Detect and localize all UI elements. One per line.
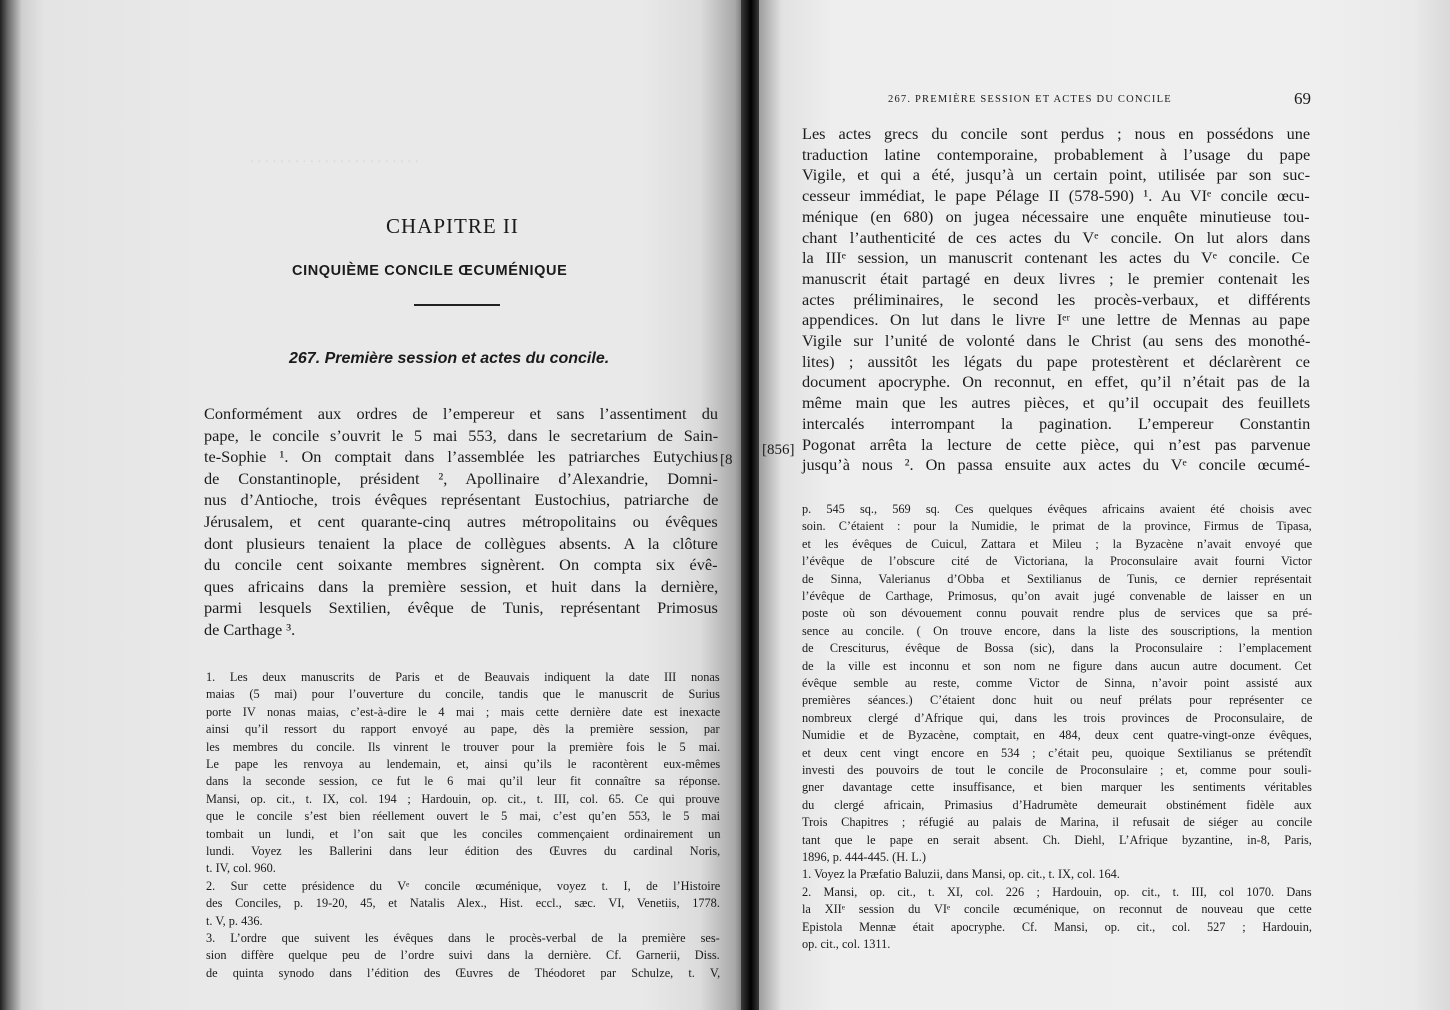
body-line: Vigile sur l’unité de volonté dans le Christ (au sens des monothé- <box>802 331 1311 350</box>
footnote-line: porte IV nonas maias, c’est-à-dire le 4 mai ; mais cette dernière date est inexacte <box>206 704 721 719</box>
body-line: ques africains dans la première session, et huit dans la dernière, <box>204 576 719 596</box>
body-line: chant l’authenticité de ces actes du Vᵉ concile. On lut alors dans <box>802 227 1311 247</box>
body-line: du concile cent soixante membres signèrent. On compta six évê- <box>204 555 718 575</box>
left-page: . . . . . . . . . . . . . . . . . . . . . . . CHAPITRE II CINQUIÈME CONCILE ŒCUMÉNIQUE 267. Première session et actes du concile. Conformément aux ordres de l’empereur et sans l’assentiment du pape, le concile s’ouvrit le 5 mai 553, dans le secretarium de Sain- te-Sophie ¹. On comptait dans l’assemblée les patriarches Eutychius de Constantinople, président ², Apollinaire d’Alexandrie, Domni- nus d’Antioche, trois évêques représentant Eustochius, patriarche de Jérusalem, et cent quarante-cinq autres métropolitains ou évêques dont plusieurs tenaient la place de collègues absents. A la clôture du concile cent soixante membres signèrent. On compta six évê- ques africains dans la première session, et huit dans la dernière, parmi lesquels Sextilien, évêque de Tunis, représentant Primosus de Carthage ³. 1. Les deux manuscrits de Paris et de Beauvais indiquent la date III nonas maias (5 mai) pour l’ouverture du concile, tandis que le manuscrit de Surius porte IV nonas maias, c’est-à-dire le 4 mai ; mais cette dernière date est inexacte ainsi qu’il ressort du rapport envoyé au pape, dès la première session, par les membres du concile. Ils vinrent le trouver pour la première fois le 5 mai. Le pape les renvoya au lendemain, et, ainsi qu’ils le racontèrent eux-mêmes dans la seconde session, ce fut le 6 mai qu’il leur fit connaître sa réponse. Mansi, op. cit., t. IX, col. 194 ; Hardouin, op. cit., t. III, col. 65. Ce qui prouve que le concile s’est bien réellement ouvert le 5 mai, c’est qu’en 553, le 5 mai tombait un lundi, et l’on sait que les conciles commençaient ordinairement un lundi. Voyez les Ballerini dans leur édition des Œuvres du cardinal Noris, t. IV, col. 960. 2. Sur cette présidence du Vᵉ concile œcuménique, voyez t. I, de l’Histoire des Conciles, p. 19-20, 45, et Natalis Alex., Hist. eccl., sæc. VI, Venetiis, 1778. t. V, p. 436. 3. L’ordre que suivent les évêques dans le procès-verbal de la première ses- sion diffère quelque peu de l’ordre suivi dans la dernière. Cf. Garnerii, Diss. de quinta synodo dans l’édition des Œuvres de Théodoret par Schulze, t. V, [8 <box>0 0 752 1010</box>
footnote-line: et deux cent vingt encore en 534 ; c’était peu, quoique Sextilianus se prétendît <box>802 745 1312 760</box>
footnote-line: Epistola Mennæ était apocryphe. Cf. Mansi, op. cit., col. 527 ; Hardouin, <box>802 919 1312 934</box>
footnote-line: l’évêque de l’obscure cité de Victoriana, la Proconsulaire avait fourni Victor <box>802 554 1312 569</box>
footnote-line: sion diffère quelque peu de l’ordre suivi dans la dernière. Cf. Garnerii, Diss. <box>206 948 720 963</box>
right-page <box>752 0 1450 1010</box>
footnote-line: 1896, p. 444-445. (H. L.) <box>802 850 926 864</box>
running-head: 267. PREMIÈRE SESSION ET ACTES DU CONCILE <box>888 94 1172 105</box>
footnote-line: 3. L’ordre que suivent les évêques dans le procès-verbal de la première ses- <box>206 931 720 945</box>
footnote-line: de Cresciturus, évêque de Bossa (sic), dans la Proconsulaire : l’emplacement <box>802 641 1312 656</box>
body-line: Vigile, et qui a été, jusqu’à un certain point, utilisée par son suc- <box>802 165 1311 185</box>
footnote-line: p. 545 sq., 569 sq. Ces quelques évêques africains avaient été choisis avec <box>802 502 1312 516</box>
left-margin-ref: [8 <box>720 452 733 468</box>
title-rule <box>414 304 500 306</box>
footnote-line: nombreux clergé d’Afrique qui, dans les trois provinces de Proconsulaire, de <box>802 710 1313 725</box>
body-line: te-Sophie ¹. On comptait dans l’assemblée les patriarches Eutychius <box>204 447 719 467</box>
footnote-line: lundi. Voyez les Ballerini dans leur édition des Œuvres du cardinal Noris, <box>206 844 721 858</box>
page-number: 69 <box>1294 89 1311 108</box>
body-line: ménique (en 680) on jugea nécessaire une enquête minutieuse tou- <box>802 206 1310 226</box>
body-line: Pogonat arrêta la lecture de cette pièce, qui n’est pas parvenue <box>802 434 1311 454</box>
footnote-line: dans la seconde session, ce fut le 6 mai qu’il leur fit connaître sa réponse. <box>206 774 721 789</box>
footnote-line: Mansi, op. cit., t. IX, col. 194 ; Hardouin, op. cit., t. III, col. 65. Ce qui prouve <box>206 791 720 806</box>
body-line: appendices. On lut dans le livre Iᵉʳ une lettre de Mennas au pape <box>802 310 1310 330</box>
footnote-line: Le pape les renvoya au lendemain, et, ainsi qu’ils le racontèrent eux-mêmes <box>206 757 721 771</box>
section-title: 267. Première session et actes du concile. <box>289 350 610 367</box>
footnote-line: évêque semble au reste, comme Victor de Sinna, n’avoir point assisté aux <box>802 676 1313 690</box>
footnote-line: 1. Voyez la Præfatio Baluzii, dans Mansi, op. cit., t. IX, col. 164. <box>802 867 1120 882</box>
body-line: intercalés interrompant la pagination. L’empereur Constantin <box>802 413 1311 433</box>
footnote-line: la XIIᵉ session du VIᵉ concile œcuménique, on reconnut de nouveau que cette <box>802 902 1312 917</box>
body-line: de Carthage ³. <box>204 620 296 639</box>
footnote-line: 2. Sur cette présidence du Vᵉ concile œcuménique, voyez t. I, de l’Histoire <box>206 878 721 893</box>
right-margin-ref: [856] <box>762 442 795 458</box>
body-line: cesseur immédiat, le pape Pélage II (578-590) ¹. Au VIᵉ concile œcu- <box>802 186 1310 206</box>
footnote-line: investi des pouvoirs de tout le concile de Proconsulaire ; et, comme pour souli- <box>802 763 1312 777</box>
footnote-line: t. IV, col. 960. <box>206 861 276 876</box>
body-line: pape, le concile s’ouvrit le 5 mai 553, dans le secretarium de Sain- <box>204 425 719 445</box>
body-line: manuscrit était partagé en deux livres ; le premier contenait les <box>802 268 1310 288</box>
body-line: actes préliminaires, le second les procès-verbaux, et différents <box>802 289 1311 309</box>
footnote-line: les membres du concile. Ils vinrent le trouver pour la première fois le 5 mai. <box>206 739 721 754</box>
footnote-line: tant que le pape en serait absent. Ch. Diehl, L’Afrique byzantine, in-8, Paris, <box>802 832 1312 847</box>
footnote-line: Numidie et de Byzacène, comptait, en 484, deux cent quatre-vingt-onze évêques, <box>802 728 1312 743</box>
body-line: de Constantinople, président ², Apollinaire d’Alexandrie, Domni- <box>204 468 718 488</box>
footnote-line: ainsi qu’il ressort du rapport envoyé au pape, dès la première session, par <box>206 722 720 737</box>
footnote-line: de Sinna, Valerianus d’Obba et Sextilianus de Tunis, ce dernier représentait <box>802 571 1312 586</box>
footnote-line: que le concile s’est bien réellement ouvert le 5 mai, c’est qu’en 553, le 5 mai <box>206 809 720 824</box>
chapter-title: CHAPITRE II <box>386 214 519 238</box>
body-line: document apocryphe. On reconnut, en effet, qu’il n’était pas de la <box>802 372 1310 392</box>
body-line: nus d’Antioche, trois évêques représentant Eustochius, patriarche de <box>204 490 719 510</box>
footnote-line: soin. C’étaient : pour la Numidie, le primat de la province, Firmus de Tipasa, <box>802 519 1312 534</box>
footnote-line: op. cit., col. 1311. <box>802 937 891 951</box>
footnote-line: Trois Chapitres ; réfugié au palais de Marina, il refusait de siéger au concile <box>802 815 1313 830</box>
body-line: dont plusieurs tenaient la place de collègues absents. A la clôture <box>204 533 718 553</box>
footnote-line: sence au concile. ( On trouve encore, dans la liste des souscriptions, la mention <box>802 623 1313 638</box>
body-line: jusqu’à nous ². On passa ensuite aux actes du Vᵉ concile œcumé- <box>802 455 1311 475</box>
footnote-line: de quinta synodo dans l’édition des Œuvres de Théodoret par Schulze, t. V, <box>206 965 721 980</box>
footnote-line: l’évêque de Carthage, Primosus, qu’on avait jugé convenable de laisser en un <box>802 589 1312 603</box>
footnote-line: 2. Mansi, op. cit., t. XI, col. 226 ; Hardouin, op. cit., t. III, col 1070. Dans <box>802 884 1312 899</box>
footnote-line: du clergé africain, Primasius d’Hadrumète demeurait obstinément fidèle aux <box>802 797 1312 812</box>
footnote-line: des Conciles, p. 19-20, 45, et Natalis Alex., Hist. eccl., sæc. VI, Venetiis, 1778. <box>206 896 720 911</box>
footnote-line: et les évêques de Cuicul, Zattara et Mileu ; la Byzacène n’avait envoyé que <box>802 536 1313 551</box>
footnote-line: gner davantage cette insuffisance, et bien marquer les sentiments véritables <box>802 780 1312 795</box>
footnote-line: tombait un lundi, et l’on sait que les conciles commençaient ordinairement un <box>206 826 721 841</box>
footnote-line: maias (5 mai) pour l’ouverture du concile, tandis que le manuscrit de Surius <box>206 687 720 702</box>
body-line: traduction latine contemporaine, probablement à l’usage du pape <box>802 144 1311 164</box>
body-line: parmi lesquels Sextilien, évêque de Tunis, représentant Primosus <box>204 598 718 618</box>
footnote-line: poste où son dévouement connu pouvait rendre plus de services que sa pré- <box>802 606 1313 621</box>
footnote-line: premières séances.) C’étaient donc huit ou neuf prélats pour représenter ce <box>802 693 1313 708</box>
footnote-line: de la ville est inconnu et son nom ne figure dans aucun autre document. Cet <box>802 658 1312 673</box>
body-line: la IIIᵉ session, un manuscrit contenant les actes du Vᵉ concile. Ce <box>802 248 1310 268</box>
body-line: même main que les autres pièces, et qu’il occupait des feuillets <box>802 393 1311 413</box>
footnote-line: t. V, p. 436. <box>206 913 263 928</box>
chapter-subtitle: CINQUIÈME CONCILE ŒCUMÉNIQUE <box>292 263 568 279</box>
footnote-line: 1. Les deux manuscrits de Paris et de Beauvais indiquent la date III nonas <box>206 670 720 684</box>
body-line: Jérusalem, et cent quarante-cinq autres métropolitains ou évêques <box>204 512 718 531</box>
body-line: Les actes grecs du concile sont perdus ; nous en possédons une <box>802 124 1311 143</box>
body-line: Conformément aux ordres de l’empereur et sans l’assentiment du <box>204 404 718 423</box>
body-line: lites) ; aussitôt les légats du pape protestèrent et déclarèrent ce <box>802 351 1310 371</box>
book-gutter <box>741 0 759 1010</box>
